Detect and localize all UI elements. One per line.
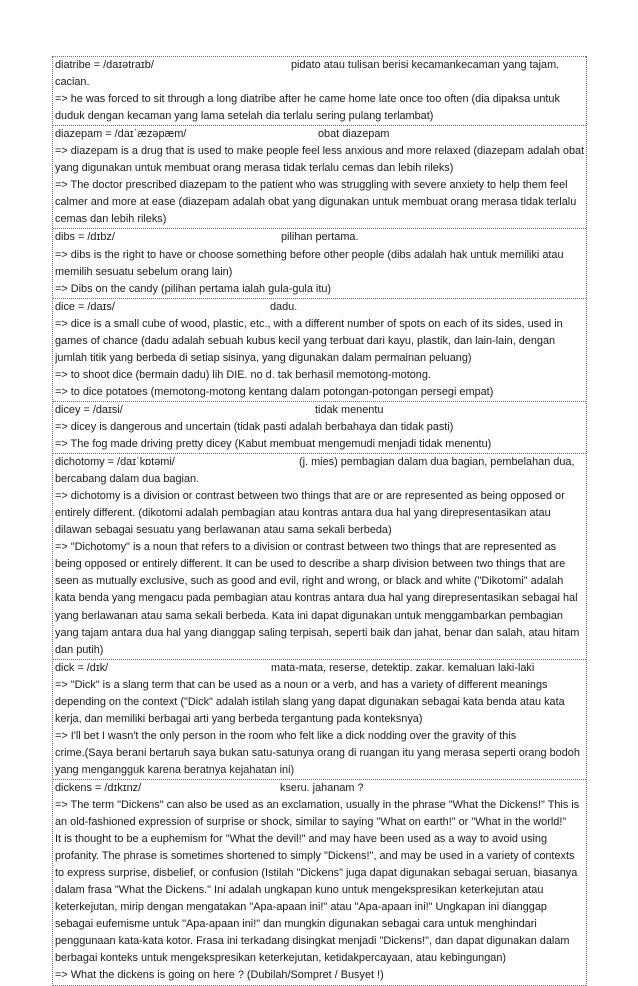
entry-term: dibs = /dɪbz/ — [55, 231, 115, 244]
entry-gloss: pilihan pertama. — [281, 231, 359, 244]
entry-line: dalam frasa "What the Dickens." Ini adalah ungkapan kuno untuk mengekspresikan keterkejutan atau — [55, 884, 544, 897]
entry-term: dice = /daɪs/ — [55, 300, 115, 313]
entry-gloss: pidato atau tulisan berisi kecamankecaman yang tajam. — [291, 59, 560, 71]
entry-line: => dicey is dangerous and uncertain (tidak pasti adalah berbahaya dan tidak pasti) — [55, 420, 454, 433]
entry-line: being opposed or entirely different. It can be used to describe a sharp division between two things that are — [55, 558, 566, 571]
entry-gloss: kseru. jahanam ? — [280, 781, 364, 794]
entry-diatribe — [53, 56, 586, 125]
entry-gloss: (j. mies) pembagian dalam dua bagian, pembelahan dua, — [299, 456, 575, 469]
entry-line: It is thought to be a euphemism for "What the devil!" and may have been used as a way to avoid using — [55, 833, 548, 846]
entry-line: => "Dick" is a slang term that can be used as a noun or a verb, and has a variety of different meanings — [55, 678, 548, 691]
entry-line: => The term "Dickens" can also be used as an exclamation, usually in the phrase "What the Dickens!" This is — [55, 799, 580, 812]
entry-line: => to shoot dice (bermain dadu) lih DIE. no d. tak berhasil memotong-motong. — [55, 368, 431, 381]
entry-line: duduk dengan kecaman yang lama setelah dia terlalu sering pulang terlambat) — [55, 110, 434, 123]
entry-dichotomy — [53, 453, 586, 659]
entry-line: an old-fashioned expression of surprise or shock, similar to saying "What on earth!" or "What in the world!" — [55, 816, 567, 829]
entry-term: diazepam = /daɪˈæzəpæm/ — [55, 128, 187, 141]
entry-term: dickens = /dɪkɪnz/ — [55, 781, 142, 794]
entry-line: cemas dan lebih rileks) — [55, 213, 167, 226]
entry-line: yang mengangguk karena beratnya kejahatan ini) — [55, 763, 295, 776]
entry-gloss: dadu. — [270, 300, 298, 313]
entry-line: penggunaan kata-kata kotor. Frasa ini terkadang disingkat menjadi "Dickens!", dan dapat digunakan dalam — [55, 935, 570, 948]
entry-line: bercabang dalam dua bagian. — [55, 473, 200, 486]
entry-line: => "Dichotomy" is a noun that refers to a division or contrast between two things that are represented as — [55, 541, 557, 554]
entry-line: berbagai konteks untuk mengekspresikan keterkejutan, ketidakpercayaan, atau kebingungan) — [55, 952, 507, 965]
entry-line: kerja, dan memiliki berbagai arti yang berbeda tergantung pada konteksnya) — [55, 712, 423, 725]
entry-line: games of chance (dadu adalah sebuah kubus kecil yang terbuat dari kayu, plastik, dan lain-lain, dengan — [55, 334, 556, 347]
entry-line: depending on the context ("Dick" adalah istilah slang yang dapat digunakan sebagai kata benda atau kata — [55, 695, 565, 708]
entry-line: yang tajam antara dua hal yang dianggap saling terpisah, seperti baik dan jahat, benar dan salah, atau hitam — [55, 626, 580, 639]
entry-line: => diazepam is a drug that is used to make people feel less anxious and more relaxed (diazepam adalah obat — [55, 145, 584, 158]
entry-line: dan putih) — [55, 643, 104, 656]
entry-line: jumlah titik yang berbeda di setiap sisinya, yang digunakan dalam permainan peluang) — [55, 351, 472, 364]
entry-line: entirely different. (dikotomi adalah pembagian atau kontras antara dua hal yang direpresentasikan atau — [55, 507, 551, 520]
entry-line: yang berlawanan atau sama sekali berbeda. Kata ini dapat digunakan untuk menggambarkan pembagian — [55, 609, 563, 622]
entry-dick — [53, 659, 586, 779]
entry-line: => What the dickens is going on here ? (Dubilah/Sompret / Busyet !) — [55, 969, 384, 982]
entry-dicey — [53, 401, 586, 453]
entry-line: keterkejutan, mirip dengan mengatakan "Apa-apaan ini!" atau "Apa-apaan ini!" Ungkapan ini dianggap — [55, 901, 547, 914]
entry-line: kata benda yang mengacu pada pembagian atau kontras antara dua hal yang direpresentasikan sebagai hal — [55, 592, 578, 605]
entry-line: seen as mutually exclusive, such as good and evil, right and wrong, or black and white ("Dikotomi" adalah — [55, 575, 564, 588]
dictionary-page — [52, 56, 587, 986]
entry-line: memilih sesuatu sebelum orang lain) — [55, 265, 233, 278]
entry-dibs — [53, 228, 586, 297]
entry-line: profanity. The phrase is sometimes shortened to simply "Dickens!", and may be used in a variety of contexts — [55, 850, 575, 863]
entry-diazepam — [53, 125, 586, 228]
entry-line: sebagai eufemisme untuk "Apa-apaan ini!" dan mungkin digunakan sebagai cara untuk menghindari — [55, 918, 537, 931]
entry-line: cacian. — [55, 76, 90, 89]
entry-line: calmer and more at ease (diazepam adalah obat yang digunakan untuk membuat orang merasa tidak terlalu — [55, 196, 577, 209]
entry-gloss: tidak menentu — [315, 403, 384, 416]
entry-term: diatribe = /daɪətraɪb/ — [55, 59, 154, 71]
entry-line: => The doctor prescribed diazepam to the patient who was struggling with severe anxiety to help them feel — [55, 179, 568, 192]
entry-line: to express surprise, disbelief, or confusion (Istilah "Dickens" juga dapat digunakan sebagai seruan, biasanya — [55, 867, 578, 880]
entry-gloss: mata-mata, reserse, detektip. zakar. kemaluan laki-laki — [271, 661, 535, 674]
entry-term: dichotomy = /daɪˈkɒtəmi/ — [55, 456, 175, 469]
entry-line: yang digunakan untuk membuat orang merasa tidak terlalu cemas dan lebih rileks) — [55, 162, 454, 175]
entry-term: dicey = /daɪsi/ — [55, 403, 123, 416]
entry-line: => dice is a small cube of wood, plastic, etc., with a different number of spots on each of its sides, used in — [55, 317, 563, 330]
entry-line: => The fog made driving pretty dicey (Kabut membuat mengemudi menjadi tidak menentu) — [55, 438, 492, 451]
entry-gloss: obat diazepam — [318, 128, 390, 141]
entry-term: dick = /dɪk/ — [55, 661, 109, 674]
entry-line: => dibs is the right to have or choose something before other people (dibs adalah hak untuk memiliki atau — [55, 248, 564, 261]
entry-line: crime.(Saya berani bertaruh saya bukan satu-satunya orang di ruangan itu yang merasa seperti orang bodoh — [55, 746, 580, 759]
entry-line: => Dibs on the candy (pilihan pertama ialah gula-gula itu) — [55, 282, 332, 295]
entry-line: => he was forced to sit through a long diatribe after he came home late once too often (dia dipaksa untuk — [55, 93, 560, 106]
entry-dice — [53, 298, 586, 401]
entry-dickens — [53, 779, 586, 986]
entry-line: dilawan sebagai sesuatu yang berlawanan atau sama sekali berbeda) — [55, 524, 392, 537]
entry-line: => I'll bet I wasn't the only person in the room who felt like a dick nodding over the gravity of this — [55, 729, 517, 742]
entry-line: => to dice potatoes (memotong-motong kentang dalam potongan-potongan persegi empat) — [55, 385, 494, 398]
entry-line: => dichotomy is a division or contrast between two things that are or are represented as being opposed or — [55, 490, 565, 503]
